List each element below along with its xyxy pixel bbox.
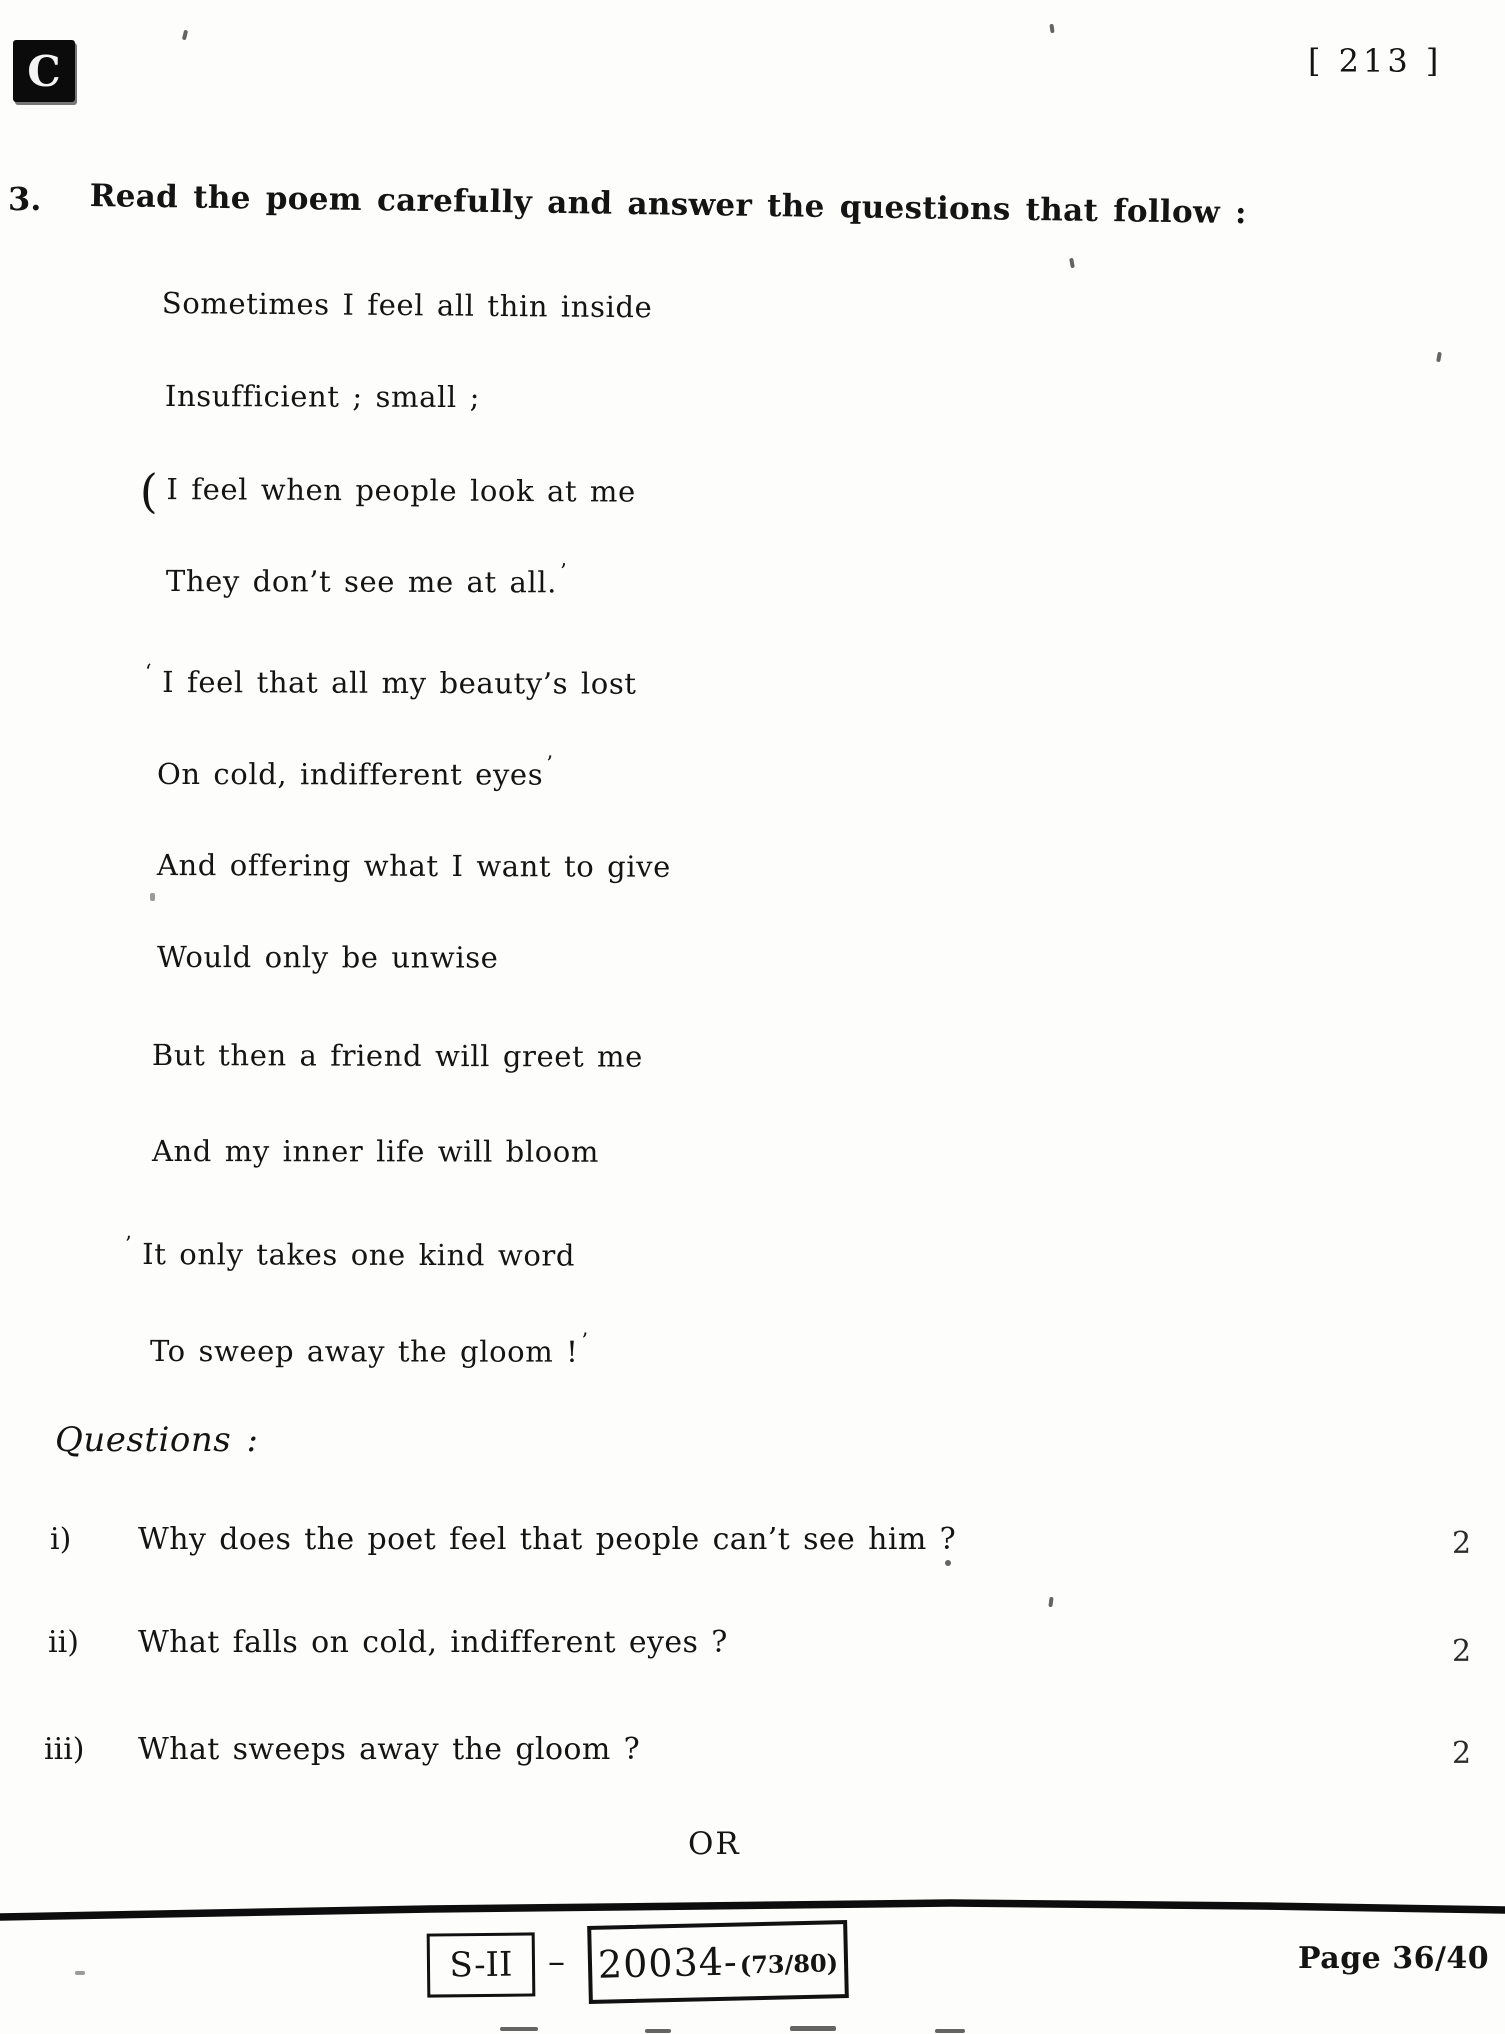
paper-code-box [427,1932,536,1997]
question-item-text: What falls on cold, indifferent eyes ? [138,1625,728,1660]
poem-line-text: And my inner life will bloom [151,1134,599,1169]
poem-line-text: I feel that all my beauty’s lost [162,665,637,701]
question-instruction: Read the poem carefully and answer the questions that follow : [89,178,1248,232]
quote-mark: ’ [546,751,554,776]
poem-line-text: On cold, indifferent eyes [156,757,544,792]
footer-rule [0,1896,1505,1924]
marks-value: 2 [1452,1736,1472,1771]
or-separator: OR [688,1826,741,1862]
poem-line-text: Sometimes I feel all thin inside [161,286,653,325]
poem-line-text: To sweep away the gloom ! [149,1334,579,1369]
question-item-text: What sweeps away the gloom ? [138,1732,641,1767]
page-reference: [ 213 ] [1308,42,1443,80]
scan-speck [790,2026,836,2031]
poem-line-text: It only takes one kind word [142,1237,576,1273]
serial-number-box [587,1920,849,2004]
question-item-numeral: iii) [44,1732,85,1767]
questions-heading: Questions : [55,1420,259,1460]
marks-value: 2 [1452,1526,1472,1561]
scan-speck [75,1971,85,1975]
quote-mark: ’ [124,1232,133,1257]
scan-speck [935,2029,965,2033]
quote-mark: ’ [560,559,568,584]
scan-speck [945,1560,951,1566]
footer-separator: – [548,1942,565,1982]
scan-speck [645,2029,671,2033]
scan-speck [500,2027,538,2031]
poem-line-text: They don’t see me at all. [165,563,558,600]
section-label: C [27,46,61,96]
question-item-text: Why does the poet feel that people can’t see him ? [138,1522,957,1557]
quote-mark: ’ [581,1328,589,1353]
poem-line-text: I feel when people look at me [166,472,636,509]
serial-suffix: (73/80) [739,1947,839,1980]
question-item-numeral: ii) [48,1625,79,1660]
page-indicator: Page 36/40 [1298,1941,1490,1976]
poem-line-text: Would only be unwise [156,940,499,975]
paper-code: S-II [449,1944,513,1986]
question-item-numeral: i) [50,1522,72,1557]
quote-mark: ‘ [144,660,153,685]
quote-mark: ( [139,464,159,519]
poem-line-text: And offering what I want to give [156,848,672,884]
scan-speck [150,893,155,901]
serial-number: 20034- [597,1939,739,1987]
poem-line-text: Insufficient ; small ; [164,379,481,415]
marks-value: 2 [1452,1634,1472,1669]
poem-line-text: But then a friend will greet me [151,1038,643,1074]
question-number: 3. [8,180,42,218]
